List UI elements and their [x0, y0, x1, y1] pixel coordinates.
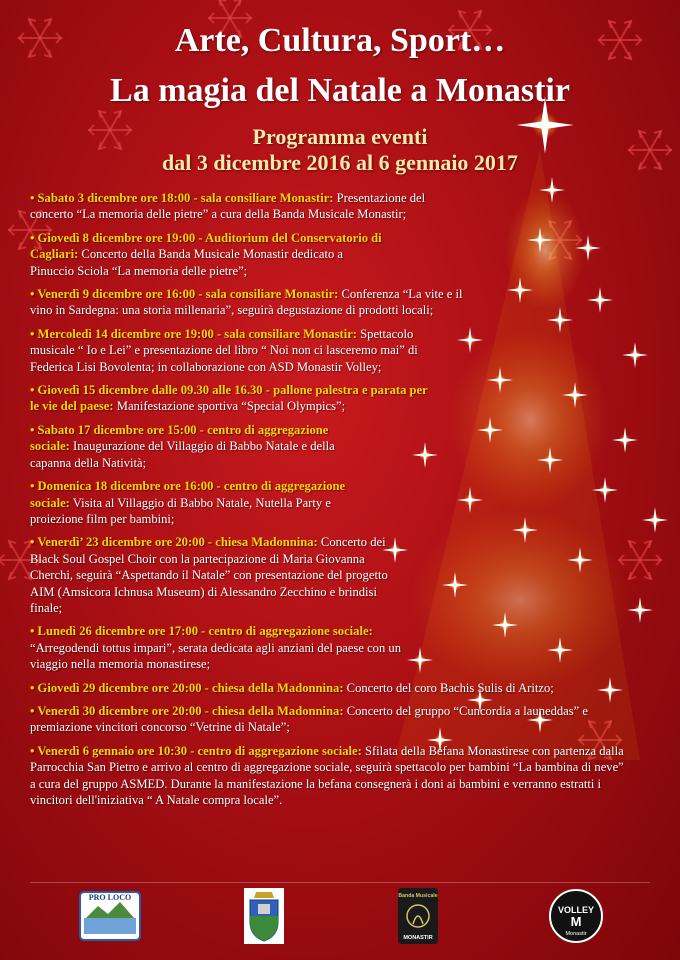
event-description: Visita al Villaggio di Babbo Natale, Nutella Party e proiezione film per bambini;	[30, 495, 331, 526]
event-heading: • Domenica 18 dicembre ore 16:00 - centro di aggregazione sociale:	[30, 479, 346, 510]
event-item	[30, 703, 630, 736]
banda-logo-subtitle: MONASTIR	[403, 935, 433, 941]
events-list	[30, 190, 630, 815]
proloco-logo-text: PRO LOCO	[88, 893, 132, 902]
event-description: Manifestazione sportiva “Special Olympics”;	[113, 399, 346, 414]
event-description: Concerto dei Black Soul Gospel Choir con la partecipazione di Maria Giovanna Cherchi, seguirà “Aspettando il Natale” con presentazione del progetto AIM (Amsicora Ichnusa Museum) di Alessandro Zecchino e brindisi finale;	[30, 535, 388, 615]
proloco-logo	[78, 888, 142, 944]
event-heading: • Sabato 17 dicembre ore 15:00 - centro di aggregazione sociale:	[30, 422, 329, 454]
title-line-1: Arte, Cultura, Sport…	[174, 22, 506, 59]
event-item	[30, 326, 450, 375]
event-heading: • Lunedì 26 dicembre ore 17:00 - centro di aggregazione sociale:	[30, 624, 373, 639]
event-description: “Arregodendi tottus impari”, serata dedicata agli anziani del paese con un viaggio nella memoria monastirese;	[30, 640, 402, 672]
event-description: Concerto della Banda Musicale Monastir dedicato a Pinuccio Sciola “La memoria delle pietre”;	[30, 247, 344, 278]
footer-divider	[30, 882, 650, 883]
event-heading: • Venerdì 9 dicembre ore 16:00 - sala consiliare Monastir:	[30, 287, 339, 302]
event-description: Concerto del gruppo “Cuncordia a launeddas” e premiazione vincitori concorso “Vetrine di Natale”;	[30, 703, 588, 735]
event-item	[30, 230, 390, 279]
banda-logo-title: Banda Musicale	[398, 893, 438, 899]
event-item	[30, 743, 630, 809]
event-heading: • Giovedì 29 dicembre ore 20:00 - chiesa della Madonnina:	[30, 680, 344, 695]
event-heading: • Venerdì’ 23 dicembre ore 20:00 - chiesa Madonnina:	[30, 535, 318, 550]
event-item	[30, 422, 370, 471]
event-heading: • Sabato 3 dicembre ore 18:00 - sala consiliare Monastir:	[30, 191, 334, 205]
volley-logo-subtitle: Monastir	[565, 931, 587, 937]
event-item	[30, 190, 450, 223]
comune-crest	[244, 888, 284, 944]
event-description: Spettacolo musicale “ Io e Lei” e presentazione del libro “ Noi non ci lasceremo mai” di Federica Lisi Bovolenta; in collaborazione con ASD Monastir Volley;	[30, 326, 418, 374]
volley-logo-title: VOLLEY	[557, 905, 595, 915]
event-item	[30, 534, 390, 616]
volley-logo-letter: M	[570, 914, 582, 929]
event-description: Inaugurazione del Villaggio di Babbo Natale e della capanna della Natività;	[30, 439, 335, 470]
title-line-2: La magia del Natale a Monastir	[110, 72, 570, 109]
event-heading: • Giovedì 15 dicembre dalle 09.30 alle 16.30 - pallone palestra e parata per le vie del paese:	[30, 383, 428, 414]
event-description: Concerto del coro Bachis Sulis di Aritzo;	[343, 680, 554, 695]
event-item	[30, 478, 370, 527]
subtitle-line-2: dal 3 dicembre 2016 al 6 gennaio 2017	[162, 150, 518, 175]
event-heading: • Venerdì 30 dicembre ore 20:00 - chiesa della Madonnina:	[30, 703, 344, 718]
volley-monastir-logo	[548, 888, 604, 944]
event-item	[30, 382, 430, 415]
event-item	[30, 623, 430, 672]
event-description: Sfilata della Befana Monastirese con partenza dalla Parrocchia San Pietro e arrivo al centro di aggregazione sociale, seguirà spettacolo per bambini “La bambina di neve” a cura del gruppo ASMED. Durante la manifestazione la befana consegnerà i doni ai bambini e verranno estratti i vincitori dell'iniziativa “ A Natale compra locale”.	[30, 743, 624, 807]
event-heading: • Giovedì 8 dicembre ore 19:00 - Auditorium del Conservatorio di Cagliari:	[30, 230, 382, 262]
event-item	[30, 286, 470, 319]
event-item	[30, 680, 630, 696]
event-description: Presentazione del concerto “La memoria delle pietre” a cura della Banda Musicale Monastir;	[30, 191, 426, 222]
event-description: Conferenza “La vite e il vino in Sardegna: una storia millenaria”, seguirà degustazione di prodotti locali;	[30, 287, 463, 318]
event-heading: • Mercoledì 14 dicembre ore 19:00 - sala consiliare Monastir:	[30, 326, 358, 341]
subtitle-line-1: Programma eventi	[252, 124, 428, 149]
banda-musicale-logo	[398, 888, 438, 944]
event-heading: • Venerdì 6 gennaio ore 10:30 - centro di aggregazione sociale:	[30, 743, 362, 758]
